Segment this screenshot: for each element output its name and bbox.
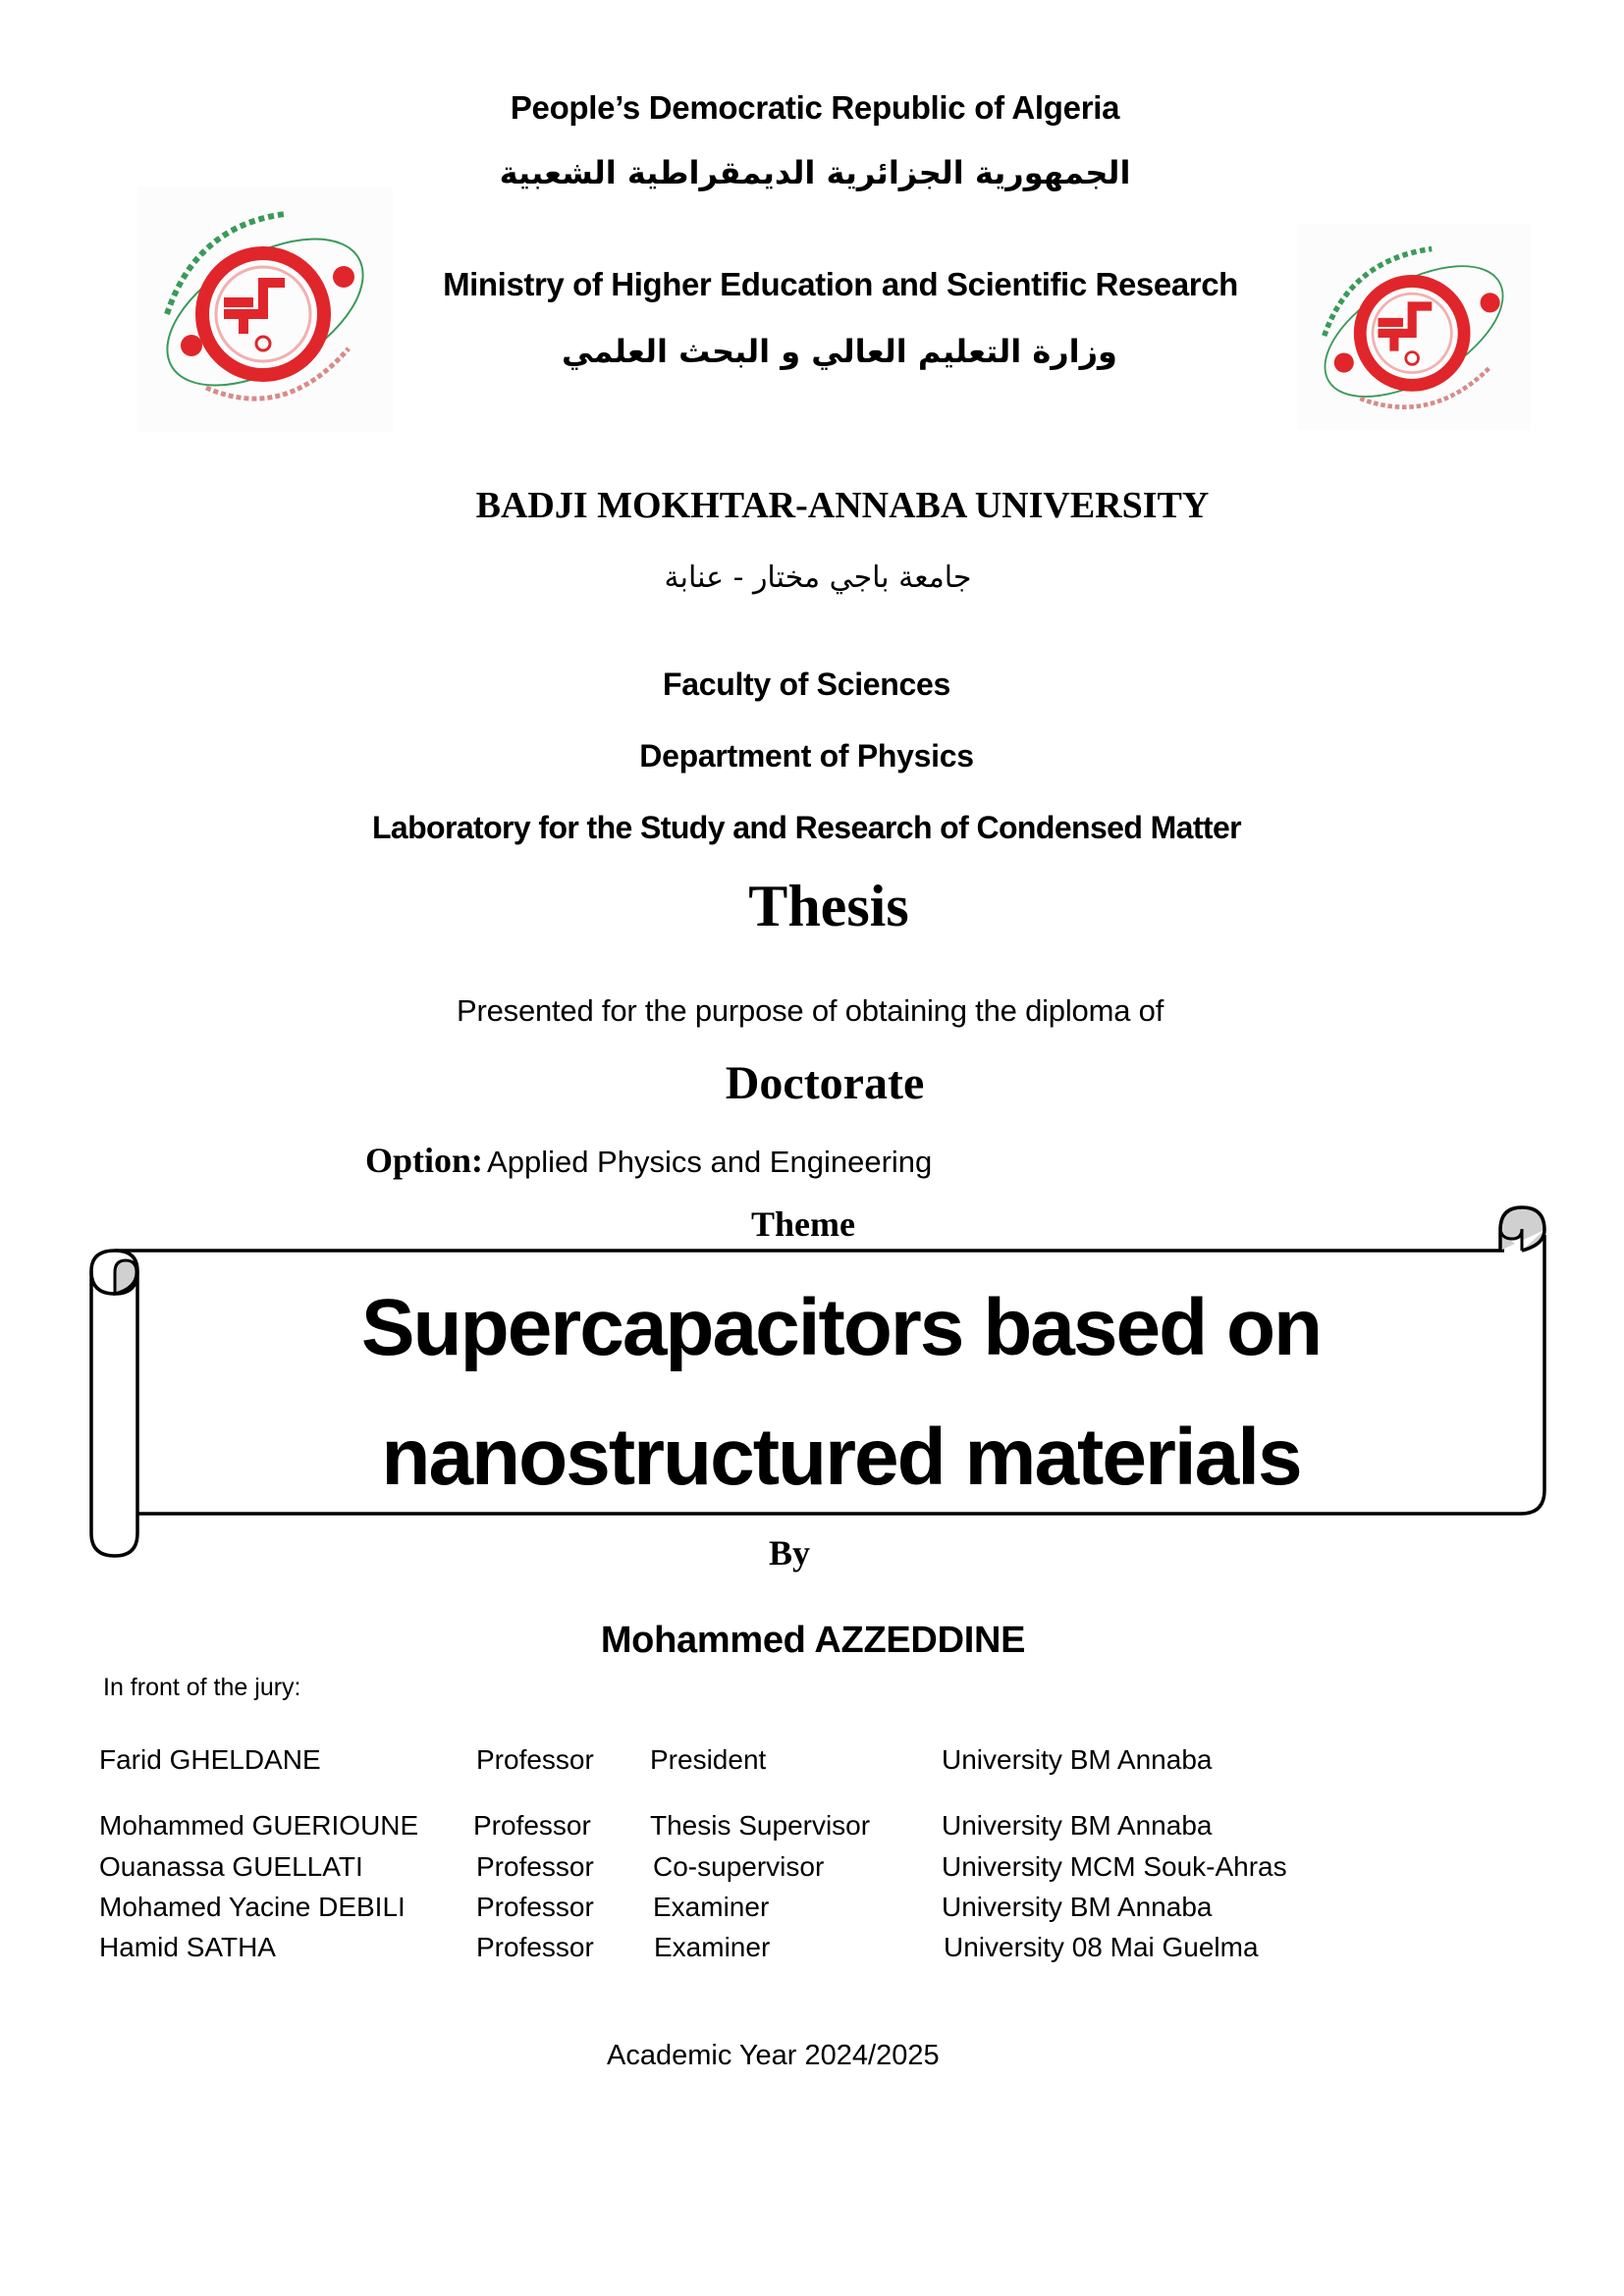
option-label: Option: — [365, 1141, 484, 1180]
jury-university: University BM Annaba — [942, 1810, 1213, 1841]
jury-rank: Professor — [476, 1932, 594, 1962]
scroll-left-roll — [91, 1251, 137, 1556]
jury-role: Co-supervisor — [653, 1851, 825, 1882]
jury-name: Mohamed Yacine DEBILI — [99, 1892, 406, 1922]
jury-university: University 08 Mai Guelma — [944, 1932, 1259, 1962]
country-name-ar: الجمهورية الجزائرية الديمقراطية الشعبية — [499, 154, 1131, 191]
document-type: Thesis — [748, 874, 909, 938]
jury-label: In front of the jury: — [103, 1674, 301, 1701]
department-name: Department of Physics — [639, 738, 974, 774]
jury-name: Hamid SATHA — [99, 1932, 276, 1962]
ministry-name-ar: وزارة التعليم العالي و البحث العلمي — [562, 333, 1117, 370]
jury-rank: Professor — [476, 1851, 594, 1882]
jury-role: Examiner — [654, 1932, 771, 1962]
jury-row — [0, 1934, 1624, 1963]
by-label: By — [768, 1533, 810, 1573]
university-name-en: BADJI MOKHTAR-ANNABA UNIVERSITY — [475, 485, 1210, 526]
university-name-ar: جامعة باجي مختار - عنابة — [664, 561, 972, 595]
jury-name: Ouanassa GUELLATI — [99, 1851, 363, 1882]
thesis-title-line-1: Supercapacitors based on — [360, 1283, 1322, 1372]
country-name-en: People’s Democratic Republic of Algeria — [510, 89, 1120, 126]
jury-role: Examiner — [653, 1892, 770, 1922]
academic-year: Academic Year 2024/2025 — [607, 2040, 940, 2071]
jury-row — [0, 1894, 1624, 1923]
jury-role: President — [650, 1744, 767, 1775]
author-name: Mohammed AZZEDDINE — [600, 1620, 1026, 1661]
jury-rank: Professor — [476, 1892, 594, 1922]
jury-name: Mohammed GUERIOUNE — [99, 1810, 419, 1841]
option-value: Applied Physics and Engineering — [487, 1145, 933, 1179]
jury-university: University BM Annaba — [942, 1744, 1213, 1775]
ministry-name-en: Ministry of Higher Education and Scientific Research — [443, 266, 1238, 302]
purpose-statement: Presented for the purpose of obtaining the diploma of — [457, 993, 1164, 1028]
jury-row — [0, 1746, 1624, 1776]
jury-university: University BM Annaba — [942, 1892, 1213, 1922]
laboratory-name: Laboratory for the Study and Research of Condensed Matter — [371, 810, 1242, 845]
jury-row — [0, 1812, 1624, 1842]
jury-university: University MCM Souk-Ahras — [942, 1851, 1287, 1882]
jury-row — [0, 1853, 1624, 1883]
jury-role: Thesis Supervisor — [650, 1810, 871, 1841]
jury-name: Farid GHELDANE — [99, 1744, 321, 1775]
faculty-name: Faculty of Sciences — [662, 667, 951, 702]
jury-rank: Professor — [473, 1810, 591, 1841]
theme-label: Theme — [751, 1204, 855, 1244]
diploma-name: Doctorate — [725, 1057, 925, 1109]
thesis-title-line-2: nanostructured materials — [381, 1413, 1301, 1502]
jury-rank: Professor — [476, 1744, 594, 1775]
